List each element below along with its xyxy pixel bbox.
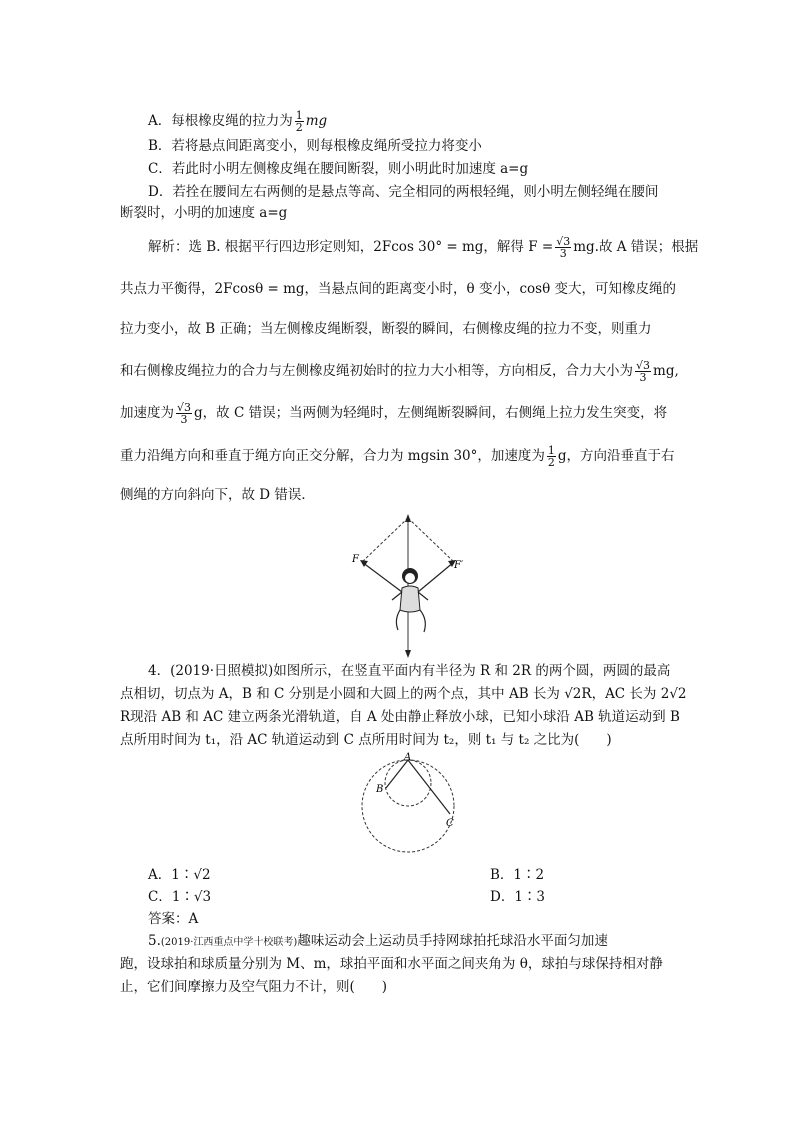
up-arrow-icon <box>405 514 411 522</box>
solution-line-6: 重力沿绳方向和垂直于绳方向正交分解，合力为 mgsin 30°，加速度为 $\frac{1}{2}$ g，方向沿垂直于右 <box>120 444 675 469</box>
q5-line-2: 跑，设球拍和球质量分别为 M、m，球拍平面和水平面之间夹角为 θ，球拍与球保持相对静 <box>120 956 663 972</box>
q4-line-3: R现沿 AB 和 AC 建立两条光滑轨道，自 A 处由静止释放小球，已知小球沿 AB 轨道运动到 B <box>120 709 680 725</box>
fraction-half-b: $\frac{1}{2}$ <box>547 444 555 469</box>
track-ac <box>408 760 450 814</box>
dashed-left-edge <box>362 518 408 562</box>
legs-icon <box>396 610 425 632</box>
solution-line-4: 和右侧橡皮绳拉力的合力与左侧橡皮绳初始时的拉力大小相等，方向相反，合力大小为 $\frac{√3}{3}$ mg, <box>120 359 679 384</box>
small-circle <box>385 760 431 806</box>
dashed-right-edge <box>408 518 454 562</box>
label-a: A <box>404 752 412 763</box>
q4-line-2: 点相切，切点为 A，B 和 C 分别是小圆和大圆上的两个点，其中 AB 长为 √2R，AC 长为 2√2 <box>120 686 687 702</box>
q3-option-b: B．若将悬点间距离变小，则每根橡皮绳所受拉力将变小 <box>148 138 482 154</box>
q4-answer: 答案：A <box>148 911 199 927</box>
q4-option-d: D．1∶3 <box>490 889 546 905</box>
cord-right <box>418 562 454 592</box>
hanging-person-figure <box>340 510 480 660</box>
solution-line-5: 加速度为 $\frac{√3}{3}$ g，故 C 错误；当两侧为轻绳时，左侧绳断裂瞬间，右侧绳上拉力发生突变，将 <box>120 401 668 426</box>
q4-option-b: B．1∶2 <box>490 867 545 883</box>
label-b: B <box>376 784 384 795</box>
q4-line-1: 4．(2019·日照模拟)如图所示，在竖直平面内有半径为 R 和 2R 的两个圆，两圆的最高 <box>148 663 671 679</box>
fraction-half: $\frac{1}{2}$ <box>295 109 303 134</box>
label-f-prime: F′ <box>454 560 464 571</box>
label-c: C <box>446 818 454 829</box>
fraction-sqrt3-over-3-c: $\frac{√3}{3}$ <box>177 401 192 426</box>
q4-option-c: C．1∶√3 <box>148 889 212 905</box>
fraction-sqrt3-over-3-b: $\frac{√3}{3}$ <box>636 359 651 384</box>
q3-option-d-line1: D．若拴在腰间左右两侧的是悬点等高、完全相同的两根轻绳，则小明左侧轻绳在腰间 <box>148 184 659 200</box>
fraction-sqrt3-over-3: $\frac{√3}{3}$ <box>556 235 571 260</box>
q5-line-3: 止，它们间摩擦力及空气阻力不计，则( ) <box>120 979 388 995</box>
face-icon <box>405 573 415 583</box>
q5-line-1: 5.(2019·江西重点中学十校联考)趣味运动会上运动员手持网球拍托球沿水平面匀加速 <box>148 933 608 949</box>
solution-line-2: 共点力平衡得，2Fcosθ = mg，当悬点间的距离变小时，θ 变小，cosθ 变大，可知橡皮绳的 <box>120 281 676 297</box>
q3-option-a: A．每根橡皮绳的拉力为 $\frac{1}{2}$ mg <box>148 109 328 134</box>
down-arrow-icon <box>405 650 411 658</box>
q4-option-a: A．1∶√2 <box>148 867 211 883</box>
q4-line-4: 点所用时间为 t₁，沿 AC 轨道运动到 C 点所用时间为 t₂，则 t₁ 与 t₂ 之比为( ) <box>120 732 612 748</box>
two-circles-figure <box>340 752 470 862</box>
solution-line-1: 解析：选 B. 根据平行四边形定则知，2Fcos 30° = mg，解得 F = $\frac{√3}{3}$ mg.故 A 错误；根据 <box>148 235 699 260</box>
q3-option-c: C．若此时小明左侧橡皮绳在腰间断裂，则小明此时加速度 a=g <box>148 161 529 177</box>
label-f: F <box>352 554 359 565</box>
cord-left <box>362 562 402 592</box>
q3-option-d-line2: 断裂时，小明的加速度 a=g <box>120 205 288 221</box>
solution-line-7: 侧绳的方向斜向下，故 D 错误． <box>120 487 315 503</box>
solution-line-3: 拉力变小，故 B 正确；当左侧橡皮绳断裂，断裂的瞬间，右侧橡皮绳的拉力不变，则重力 <box>120 321 652 337</box>
body-icon <box>400 586 420 612</box>
